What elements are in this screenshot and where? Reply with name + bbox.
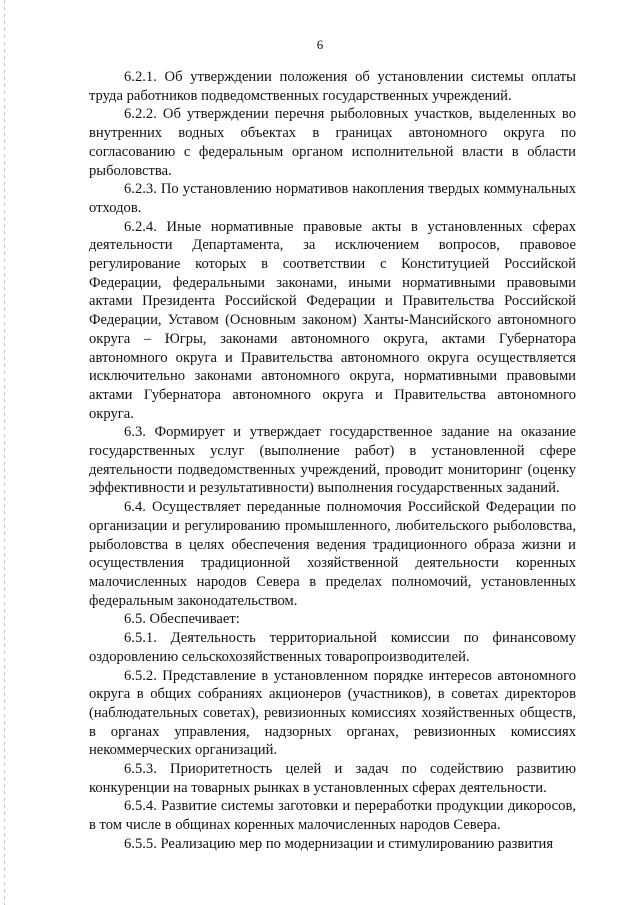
paragraph-6-5-1: 6.5.1. Деятельность территориальной комиссии по финансовому оздоровлению сельскохозяйственных товаропроизводителей. — [89, 630, 576, 665]
paragraph-6-5: 6.5. Обеспечивает: — [124, 611, 240, 628]
paragraph-6-2-3: 6.2.3. По установлению нормативов накопления твердых коммунальных отходов. — [89, 181, 576, 216]
paragraph-6-5-2: 6.5.2. Представление в установленном порядке интересов автономного округа в общих собраниях акционеров (участников), в советах директоров (наблюдательных советах), ревизионных комиссиях хозяйственных обществ, в органах управления, надзорных органах, ревизионных комиссиях некоммерческих организаций. — [89, 667, 576, 759]
document-body — [89, 68, 576, 854]
paragraph-6-2-2: 6.2.2. Об утверждении перечня рыболовных участков, выделенных во внутренних водных объектах в границах автономного округа по согласованию с федеральным органом исполнительной власти в области рыболовства. — [89, 106, 576, 179]
paragraph-6-5-5: 6.5.5. Реализацию мер по модернизации и стимулированию развития — [124, 835, 554, 852]
paragraph-6-5-4: 6.5.4. Развитие системы заготовки и переработки продукции дикоросов, в том числе в общинах коренных малочисленных народов Севера. — [89, 798, 576, 834]
paragraph-6-5-3: 6.5.3. Приоритетность целей и задач по содействию развитию конкуренции на товарных рынках в установленных сферах деятельности. — [89, 761, 576, 796]
paragraph-6-4: 6.4. Осуществляет переданные полномочия Российской Федерации по организации и регулированию промышленного, любительского рыболовства, рыболовства в целях обеспечения ведения традиционного образа жизни и осуществления традиционной хозяйственной деятельности коренных малочисленных народов Севера в пределах полномочий, установленных федеральным законодательством. — [89, 499, 576, 609]
paragraph-6-2-4: 6.2.4. Иные нормативные правовые акты в установленных сферах деятельности Департамента, за исключением вопросов, правовое регулирование которых в соответствии с Конституцией Российской Федерации, федеральными законами, иными нормативными правовыми актами Президента Российской Федерации и Правительства Российской Федерации, Уставом (Основным законом) Ханты-Мансийского автономного округа – Югры, законами автономного округа, актами Губернатора автономного округа и Правительства автономного округа осуществляется исключительно законами автономного округа, нормативными правовыми актами Губернатора автономного округа и Правительства автономного округа. — [89, 218, 576, 422]
paragraph-6-2-1: 6.2.1. Об утверждении положения об установлении системы оплаты труда работников подведомственных государственных учреждений. — [89, 69, 576, 104]
scan-edge-line — [4, 0, 5, 905]
paragraph-6-3: 6.3. Формирует и утверждает государственное задание на оказание государственных услуг (выполнение работ) в установленной сфере деятельности подведомственных учреждений, проводит мониторинг (оценку эффективности и результативности) выполнения государственных заданий. — [89, 424, 576, 497]
page-number: 6 — [316, 37, 324, 52]
